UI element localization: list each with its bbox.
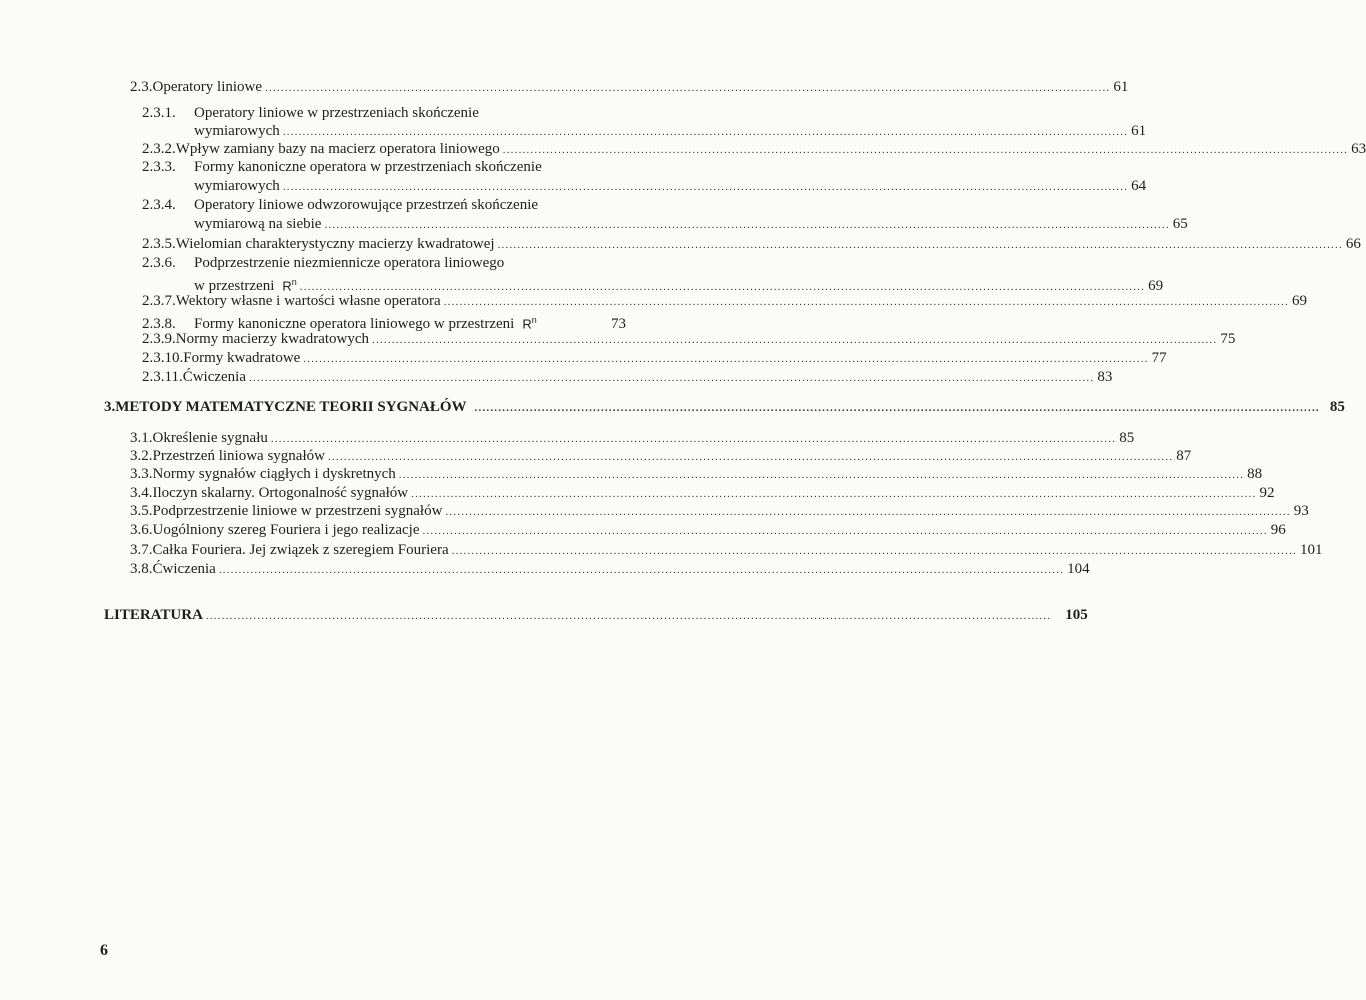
entry-page: 83 (1097, 369, 1113, 385)
entry-title: Normy sygnałów ciągłych i dyskretnych (152, 466, 396, 482)
toc-entry (142, 330, 1236, 349)
symbol-r: R (522, 316, 532, 332)
leader-dots (422, 522, 1267, 540)
entry-number: 3.4. (130, 485, 153, 501)
entry-number: 3.6. (130, 522, 153, 538)
entry-page: 75 (1220, 331, 1236, 347)
entry-title: Przestrzeń liniowa sygnałów (152, 448, 325, 464)
entry-number: 3.2. (130, 448, 153, 464)
toc-entry (142, 140, 1366, 159)
entry-number: 2.3.3. (142, 159, 176, 175)
leader-dots (249, 369, 1094, 387)
entry-title: Operatory liniowe (152, 79, 263, 95)
entry-page: 92 (1259, 485, 1275, 501)
leader-dots (452, 542, 1297, 560)
toc-entry (142, 368, 1113, 387)
leader-dots (498, 236, 1343, 254)
entry-page: 87 (1176, 448, 1192, 464)
toc-entry (142, 254, 626, 272)
entry-title-continued: wymiarową na siebie (194, 216, 322, 232)
entry-number: 2.3.5. (142, 236, 176, 252)
entry-page: 61 (1113, 79, 1129, 95)
toc-entry (142, 196, 626, 214)
leader-dots (399, 466, 1244, 484)
entry-title: Wektory własne i wartości własne operatora (175, 293, 441, 309)
entry-page: 96 (1270, 522, 1286, 538)
leader-dots (444, 293, 1289, 311)
entry-page: 77 (1151, 350, 1167, 366)
entry-title: Formy kwadratowe (183, 350, 301, 366)
entry-page: 69 (1292, 293, 1308, 309)
entry-number: 2.3.10. (142, 350, 184, 366)
toc-entry (130, 521, 1286, 540)
chapter-page: 85 (1329, 399, 1345, 415)
entry-number: 2.3.2. (142, 141, 176, 157)
leader-dots (283, 178, 1128, 196)
entry-number: 2.3.1. (142, 105, 176, 121)
toc-entry-continuation (194, 122, 1147, 141)
leader-dots (328, 448, 1173, 466)
toc-bibliography (104, 606, 1088, 625)
entry-number: 3.3. (130, 466, 153, 482)
entry-title: Formy kanoniczne operatora w przestrzeniach skończenie (194, 159, 542, 175)
toc-chapter (104, 398, 1345, 417)
entry-page: 66 (1345, 236, 1361, 252)
entry-page: 88 (1247, 466, 1263, 482)
toc-entry (130, 447, 1192, 466)
entry-page: 93 (1293, 503, 1309, 519)
entry-title: Podprzestrzenie liniowe w przestrzeni sygnałów (152, 503, 443, 519)
toc-entry (130, 78, 1129, 97)
entry-title-continued: wymiarowych (194, 178, 280, 194)
entry-title: Ćwiczenia (182, 369, 247, 385)
entry-title: Uogólniony szereg Fouriera i jego realizacje (152, 522, 420, 538)
leader-dots (475, 399, 1320, 417)
entry-title-continued: wymiarowych (194, 123, 280, 139)
toc-entry (130, 541, 1323, 560)
entry-page: 73 (611, 316, 626, 333)
leader-dots (219, 561, 1064, 579)
entry-page: 69 (1148, 278, 1164, 295)
entry-number: 2.3.9. (142, 331, 176, 347)
chapter-title: METODY MATEMATYCZNE TEORII SYGNAŁÓW (115, 399, 467, 415)
leader-dots (411, 485, 1256, 503)
leader-dots (503, 141, 1348, 159)
entry-title: Operatory liniowe odwzorowujące przestrzeń skończenie (194, 197, 539, 213)
entry-number: 2.3.11. (142, 369, 183, 385)
entry-page: 104 (1067, 561, 1090, 577)
toc-entry (142, 349, 1167, 368)
entry-title-continued: w przestrzeni (194, 278, 275, 295)
entry-page: 63 (1351, 141, 1366, 157)
entry-number: 3.7. (130, 542, 153, 558)
entry-number: 2.3.6. (142, 255, 176, 271)
entry-title: Formy kanoniczne operatora liniowego w przestrzeni (194, 316, 515, 333)
bibliography-title: LITERATURA (104, 607, 203, 623)
entry-number: 2.3. (130, 79, 153, 95)
leader-dots (324, 216, 1169, 234)
toc-entry (142, 235, 1361, 254)
entry-title: Ćwiczenia (152, 561, 216, 577)
entry-title: Operatory liniowe w przestrzeniach skończenie (194, 105, 479, 121)
leader-dots (445, 503, 1290, 521)
toc-entry (130, 429, 1135, 448)
toc-entry (130, 465, 1263, 484)
entry-number: 2.3.7. (142, 293, 176, 309)
entry-title: Określenie sygnału (152, 430, 268, 446)
page-number: 6 (100, 942, 108, 959)
entry-page: 101 (1299, 542, 1323, 558)
leader-dots (372, 331, 1217, 349)
toc-entry (142, 104, 626, 122)
entry-page: 65 (1172, 216, 1188, 232)
toc-entry (130, 484, 1275, 503)
entry-number: 3.5. (130, 503, 153, 519)
entry-title: Normy macierzy kwadratowych (175, 331, 370, 347)
entry-title: Podprzestrzenie niezmiennicze operatora liniowego (194, 255, 505, 271)
entry-page: 85 (1119, 430, 1135, 446)
leader-dots (283, 123, 1128, 141)
entry-title: Iloczyn skalarny. Ortogonalność sygnałów (152, 485, 409, 501)
toc-entry-continuation (194, 215, 1188, 234)
toc-entry-continuation (194, 177, 1147, 196)
entry-number: 3.1. (130, 430, 153, 446)
symbol-r: R (282, 278, 292, 294)
leader-dots (265, 79, 1110, 97)
entry-title: Wielomian charakterystyczny macierzy kwadratowej (175, 236, 495, 252)
symbol-superscript: n (291, 277, 297, 287)
leader-dots (303, 350, 1148, 368)
entry-number: 3.8. (130, 561, 153, 577)
entry-page: 64 (1131, 178, 1147, 194)
entry-number: 2.3.4. (142, 197, 176, 213)
bibliography-page: 105 (1065, 607, 1088, 623)
entry-page: 61 (1131, 123, 1147, 139)
toc-entry (130, 560, 1090, 579)
leader-dots (271, 430, 1116, 448)
leader-dots (206, 607, 1051, 625)
symbol-superscript: n (531, 315, 537, 325)
entry-title: Wpływ zamiany bazy na macierz operatora liniowego (175, 141, 500, 157)
entry-number: 2.3.8. (142, 316, 176, 333)
toc-entry (142, 292, 1308, 311)
toc-entry (130, 502, 1309, 521)
toc-entry (142, 158, 626, 176)
chapter-number: 3. (104, 399, 116, 415)
entry-title: Całka Fouriera. Jej związek z szeregiem Fouriera (152, 542, 449, 558)
